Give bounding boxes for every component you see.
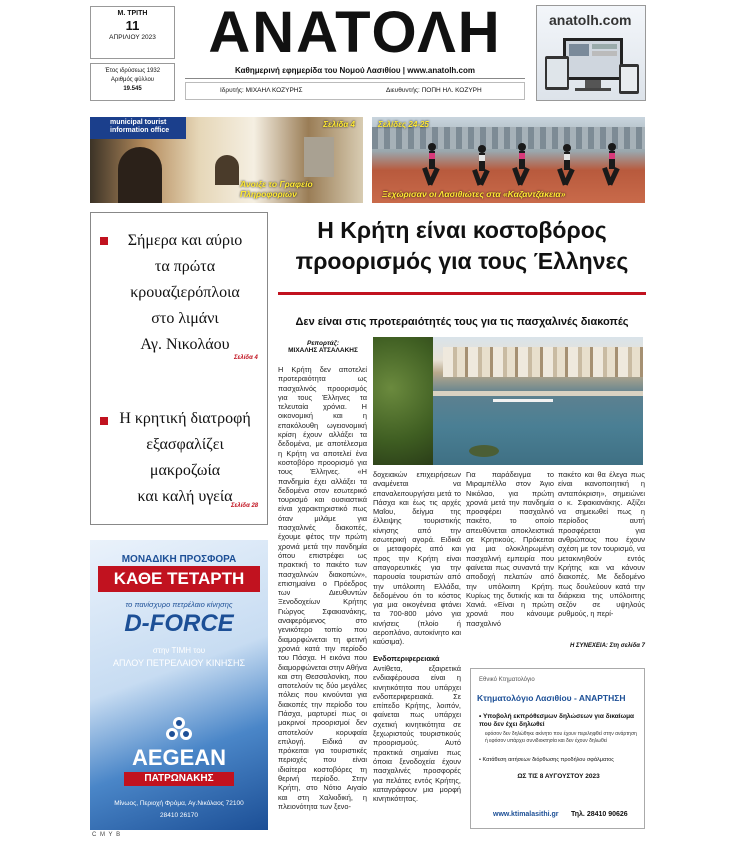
headline-line-2: προορισμός για τους Έλληνες [295,248,629,274]
sheet-label: Αριθμός φύλλου [110,77,155,83]
sidebar-story-2[interactable] [105,406,265,510]
website-ad-label: anatolh.com [549,12,632,28]
date-number: 11 [125,18,140,33]
ad-product: D-FORCE [124,610,234,637]
tree [373,337,433,465]
story-2-line-1: Η κρητική διατροφή [119,410,251,427]
cadastre-advertisement[interactable] [470,668,645,829]
window [215,155,239,185]
story-2-line-4: και καλή υγεία [137,488,233,505]
sidebar-story-1[interactable] [105,228,265,358]
article-column-4: πακέτο και θα έλεγα πως είναι ικανοποιητική η ανταπόκριση», σημειώνει ο κ. Σφακιανάκης. Αξίζει να σημειωθεί πως η περίοδος αυτή προσφέρεται για ανθρώπους που έχουν σχέση με τον τουρισμό, να μετακινηθούν εντός Κρήτης και να κάνουν διακοπές. Με δεδομένο πως δουλεύουν κατά την διάρκεια της υπόλοιπης σεζόν σε υψηλούς ρυθμούς, η περί- [558,470,645,619]
website-ad[interactable] [536,5,646,101]
cadastre-bullet-1-sub: εφόσον δεν δηλώθηκε ακίνητο που έχουν περιληφθεί στην ανάρτηση ή εφόσον υπάρχει συνιδιοκτησία και δεν έχουν δηλωθεί [485,731,637,744]
subheadline: Δεν είναι στις προτεραιότητές τους για τις πασχαλινές διακοπές [295,316,629,328]
sheet-number: 19.545 [123,86,142,92]
boats [493,399,553,402]
byline-name: ΜΙΧΑΛΗΣ ΑΤΣΑΛΑΚΗΣ [288,347,358,354]
continued-ref[interactable]: Η ΣΥΝΕΧΕΙΑ: Στη σελίδα 7 [570,643,645,649]
founders-bar [185,82,525,100]
date-month-year: ΑΠΡΙΛΙΟΥ 2023 [109,34,156,41]
cadastre-phone: Τηλ. 28410 90626 [571,811,628,818]
ad-address: Μίνωος, Περιοχή Φρόμα, Αγ.Νικόλαος 72100 [114,800,244,807]
article-column-2b: Αντίθετα, εξαιρετικά ενδιαφέρουσα είναι η κινητικότητα που υπάρχει ενδοπεριφερειακά. Σε επίπεδο Κρήτης, λοιπόν, φαίνεται πως υπάρχει σχετική κινητικότητα σε ξεχωριστούς τουριστικούς προορισμούς. Αυτό πρακτικά σημαίνει πως όποια ξενοδοχεία έχουν πασχαλινές προσφορές για πελάτες εντός Κρήτης, καταγράφουν μια μορφή κινητικότητας. [373,664,461,804]
sign-text: municipal tourist information office [110,119,170,134]
sidebar-page-1: Σελίδα 4 [234,355,258,361]
doorway [118,147,162,203]
ad-brand: AEGEAN [131,745,227,770]
photo-information-office[interactable] [90,117,363,203]
byline-label: Ρεπορτάζ: [306,340,340,347]
page-ref-2: Σελίδες 24-25 [378,120,429,129]
story-1-line-2: τα πρώτα [154,258,216,275]
ad-every-wednesday: ΚΑΘΕ ΤΕΤΑΡΤΗ [98,566,260,592]
aegean-logo-icon [164,715,194,745]
story-1-line-3: κρουαζιερόπλοια [130,284,240,301]
cadastre-website[interactable]: www.ktimalasithi.gr [493,811,559,818]
founding-year: Έτος ιδρύσεως 1932 [104,68,161,74]
ad-phone: 28410 26170 [160,812,198,819]
photo-lake[interactable] [373,337,643,465]
cadastre-bullet-2-text: Κατάθεση αιτήσεων διόρθωσης προδήλου σφάλματος [482,757,614,763]
sidebar-box [90,212,268,525]
section-heading: Ενδοπεριφερειακά [373,654,440,663]
sign-board [90,117,186,139]
founder: Ιδρυτής: ΜΙΧΑΗΛ ΚΟΖΥΡΗΣ [220,87,303,94]
cadastre-org: Εθνικό Κτηματολόγιο [479,677,535,683]
ad-price-line: στην ΤΙΜΗ του [152,646,206,655]
caption-2: Ξεχώρισαν οι Λασιθιώτες στα «Καζαντζάκεια» [382,189,566,199]
ad-diesel-line: ΑΠΛΟΥ ΠΕΤΡΕΛΑΙΟΥ ΚΙΝΗΣΗΣ [112,658,246,668]
sidebar-page-2: Σελίδα 28 [231,503,259,509]
article-column-1: Η Κρήτη δεν αποτελεί προτεραιότητα ως πασχαλινός προορισμός για τους Έλληνες τα τελευταία χρόνια. Η οικονομική και η επακόλουθη ωγειονομική κρίση έχουν αλλάξει τα δεδομένα, με αποτέλεσμα η Κρήτη να αποτελεί ένα κοστοβόρο προορισμό για τους Έλληνες. «Η πανδημία έχει αλλάξει τα δεδομένα στον εσωτερικό τουρισμό και ουσιαστικά είναι χαρακτηριστικό πως όταν μιλάμε για πασχαλινές διακοπές, έχουμε φέτος την πρώτη χρονιά μετά την πανδημία όπου επιστρέφει ως πρακτική το πακέτο των πασχαλινών διακοπών», επισημαίνει ο Πρόεδρος των Διευθυντών Ξενοδοχείων Κρήτης Γιώργος Σφακιανάκης, αναφερόμενος στο γενικότερο τοπίο που διαμορφώνεται τη φετινή χρονιά κατά την περίοδο του Πάσχα. Η εικόνα που διαμορφώνεται στην Αθήνα και στη Θεσσαλονίκη, που αποτελούν τις δύο μεγάλες πόλεις που κινούνται για διακοπές την περίοδο του Πάσχα, μαρτυρεί πως οι μακρινοί προορισμοί δεν αποτελούν κορυφαία επιλογή. Ειδικά αν πρόκειται για τουριστικές περιοχές που είναι ιδιαίτερα κοστοβόρες τη θερινή περίοδο. Στην Κρήτη, στο Νότιο Αιγαίο και στη Χαλκιδική, η πλειονότητα των ξενο- [278,365,367,811]
cadastre-title: Κτηματολόγιο Λασιθίου - ΑΝΑΡΤΗΣΗ [477,693,626,703]
byline [278,340,368,354]
headline-rule [278,292,646,295]
caption-1: Άνοιξε το Γραφείο Πληροφοριών [240,179,313,199]
headline[interactable] [278,215,646,277]
story-1-line-4: στο λιμάνι [151,310,219,327]
date-box [90,6,175,59]
print-marks: C M Y B [92,832,122,838]
islet [469,445,499,457]
runners [372,135,645,195]
masthead-subtitle: Καθημερινή εφημερίδα του Νομού Λασιθίου | www.anatolh.com [185,66,525,79]
cadastre-deadline: ΩΣ ΤΙΣ 8 ΑΥΓΟΥΣΤΟΥ 2023 [517,773,600,780]
photo-athletes[interactable] [372,117,645,203]
shutter [304,137,334,177]
cadastre-bullet-1-text: Υποβολή εκπρόθεσμων δηλώσεων για δικαίωμα που δεν έχει δηλωθεί [479,713,635,728]
story-1-line-5: Αγ. Νικολάου [140,336,230,353]
page-ref-1: Σελίδα 4 [323,120,355,129]
founding-box [90,63,175,101]
fuel-advertisement[interactable] [90,540,268,830]
ad-fuel-line: το πανίσχυρο πετρέλαιο κίνησης [125,600,233,609]
date-day: Μ. ΤΡΙΤΗ [117,10,148,17]
story-1-line-1: Σήμερα και αύριο [127,232,243,249]
devices-icon [545,36,641,98]
article-column-3: Για παράδειγμα το Μιραμπέλλο στον Άγιο Νικόλαο, για πρώτη χρονιά μετά την πανδημία προσφέρει πασχαλινό πακέτο, το οποίο απευθύνεται αποκλειστικά σε Κρητικούς. Πρόκειται για μια ολοκληρωμένη πασχαλινή εμπειρία που φαίνεται πως συναντά την αποδοχή πελατών από την υπόλοιπη Κρήτη. Κυρίως της δυτικής και τα Χανιά. «Είναι η πρώτη χρονιά που κάνουμε πασχαλινό [466,470,554,628]
story-2-line-3: μακροζωία [149,462,221,479]
cadastre-bullet-1: • Υποβολή εκπρόθεσμων δηλώσεων για δικαίωμα που δεν έχει δηλωθεί [479,713,635,728]
ad-offer-line: ΜΟΝΑΔΙΚΗ ΠΡΟΣΦΟΡΑ [121,554,237,565]
article-column-2: δοχειακών επιχειρήσεων αναμένεται να επαναλειτουργήσει μετά το Πάσχα και έως τις αρχές Μαΐου, δείγμα της έλλειψης τουριστικής κίνησης από την εσωτερική αγορά. Ειδικά οι μεταφορές από και προς την Κρήτη είναι απαγορευτικές για την παρουσία τουριστών από την υπόλοιπη Ελλάδα, δεδομένου ότι το κόστος για μια οικογένεια φτάνει τα 700-800 μόνο για κινήσεις (πλοίο ή αεροπλάνο, αυτοκίνητο και καύσιμα). [373,470,461,647]
director: Διευθυντής: ΠΟΠΗ ΗΛ. ΚΟΖΥΡΗ [386,87,482,94]
ad-brand-sub: ΠΑΤΡΩΝΑΚΗΣ [124,772,234,786]
town-buildings [443,347,643,377]
headline-line-1: Η Κρήτη είναι κοστοβόρος [317,217,607,243]
promenade [433,391,643,396]
story-2-line-2: εξασφαλίζει [146,436,224,453]
masthead-title: ΑΝΑΤΟΛΗ [208,0,502,65]
cadastre-bullet-2: • Κατάθεση αιτήσεων διόρθωσης προδήλου σφάλματος [479,757,614,763]
